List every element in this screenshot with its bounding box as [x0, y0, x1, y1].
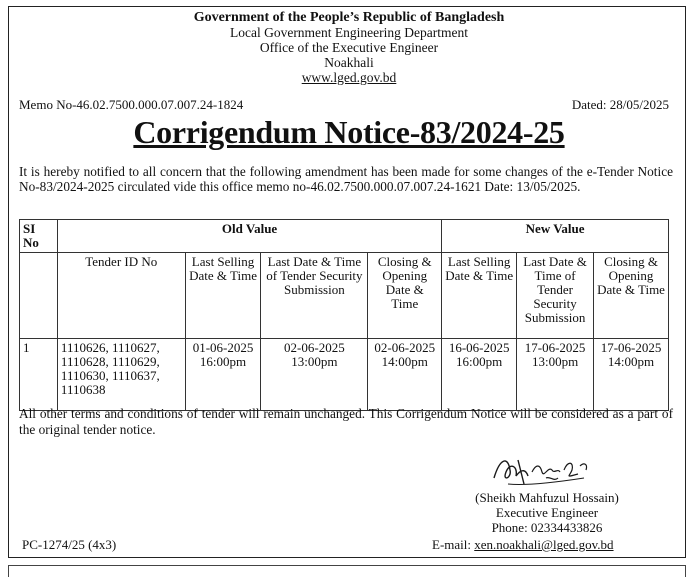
amendment-table [19, 219, 669, 411]
table-column-header [20, 253, 669, 339]
memo-number: Memo No-46.02.7500.000.07.007.24-1824 [19, 97, 244, 112]
table-group-header [20, 220, 669, 253]
old-closing-cell: 02-06-2025 14:00pm [368, 339, 442, 411]
new-selling-header: Last Selling Date & Time [442, 253, 517, 339]
notice-title: Corrigendum Notice-83/2024-25 [133, 114, 565, 150]
table-row [20, 339, 669, 411]
government-line: Government of the People’s Republic of Bangladesh [193, 10, 505, 25]
letterhead [0, 10, 698, 85]
old-selling-cell: 01-06-2025 16:00pm [185, 339, 261, 411]
notice-date: Dated: 28/05/2025 [571, 97, 669, 112]
department-line: Local Government Engineering Department [229, 25, 469, 40]
tender-ids-cell: 1110626, 1110627, 1110628, 1110629, 1110630, 1110637, 1110638 [57, 339, 185, 411]
new-value-header: New Value [442, 220, 669, 253]
email-label: E-mail: [432, 537, 471, 552]
website-link[interactable]: www.lged.gov.bd [301, 70, 397, 85]
new-security-header: Last Date & Time of Tender Security Submission [517, 253, 594, 339]
closing-paragraph: All other terms and conditions of tender will remain unchanged. This Corrigendum Notice will be considered as a part of the original tender notice. [19, 406, 673, 437]
sl-blank-cell [20, 253, 58, 339]
old-closing-header: Closing & Opening Date & Time [368, 253, 442, 339]
email-link[interactable]: xen.noakhali@lged.gov.bd [474, 537, 614, 552]
new-closing-cell: 17-06-2025 14:00pm [594, 339, 669, 411]
district-line: Noakhali [324, 55, 374, 70]
old-security-cell: 02-06-2025 13:00pm [261, 339, 368, 411]
signer-designation: Executive Engineer [495, 505, 599, 520]
signer-name: (Sheikh Mahfuzul Hossain) [475, 490, 619, 505]
next-page-edge [8, 565, 686, 577]
pc-reference: PC-1274/25 (4x3) [22, 537, 117, 552]
old-security-header: Last Date & Time of Tender Security Submission [261, 253, 368, 339]
signer-phone: Phone: 02334433826 [491, 520, 603, 535]
old-selling-header: Last Selling Date & Time [185, 253, 261, 339]
tender-id-header: Tender ID No [57, 253, 185, 339]
sl-no-header: SI No [20, 220, 58, 253]
new-selling-cell: 16-06-2025 16:00pm [442, 339, 517, 411]
new-closing-header: Closing & Opening Date & Time [594, 253, 669, 339]
sl-cell: 1 [20, 339, 58, 411]
new-security-cell: 17-06-2025 13:00pm [517, 339, 594, 411]
signer-email-line [432, 537, 614, 553]
signature-block [440, 490, 654, 535]
intro-paragraph: It is hereby notified to all concern that the following amendment has been made for some changes of the e-Tender Notice No-83/2024-2025 circulated vide this office memo no-46.02.7500.000.07.007.24-1621 Date: 13/05/2025. [19, 164, 673, 194]
signature-image [488, 448, 598, 492]
office-line: Office of the Executive Engineer [259, 40, 439, 55]
old-value-header: Old Value [57, 220, 441, 253]
